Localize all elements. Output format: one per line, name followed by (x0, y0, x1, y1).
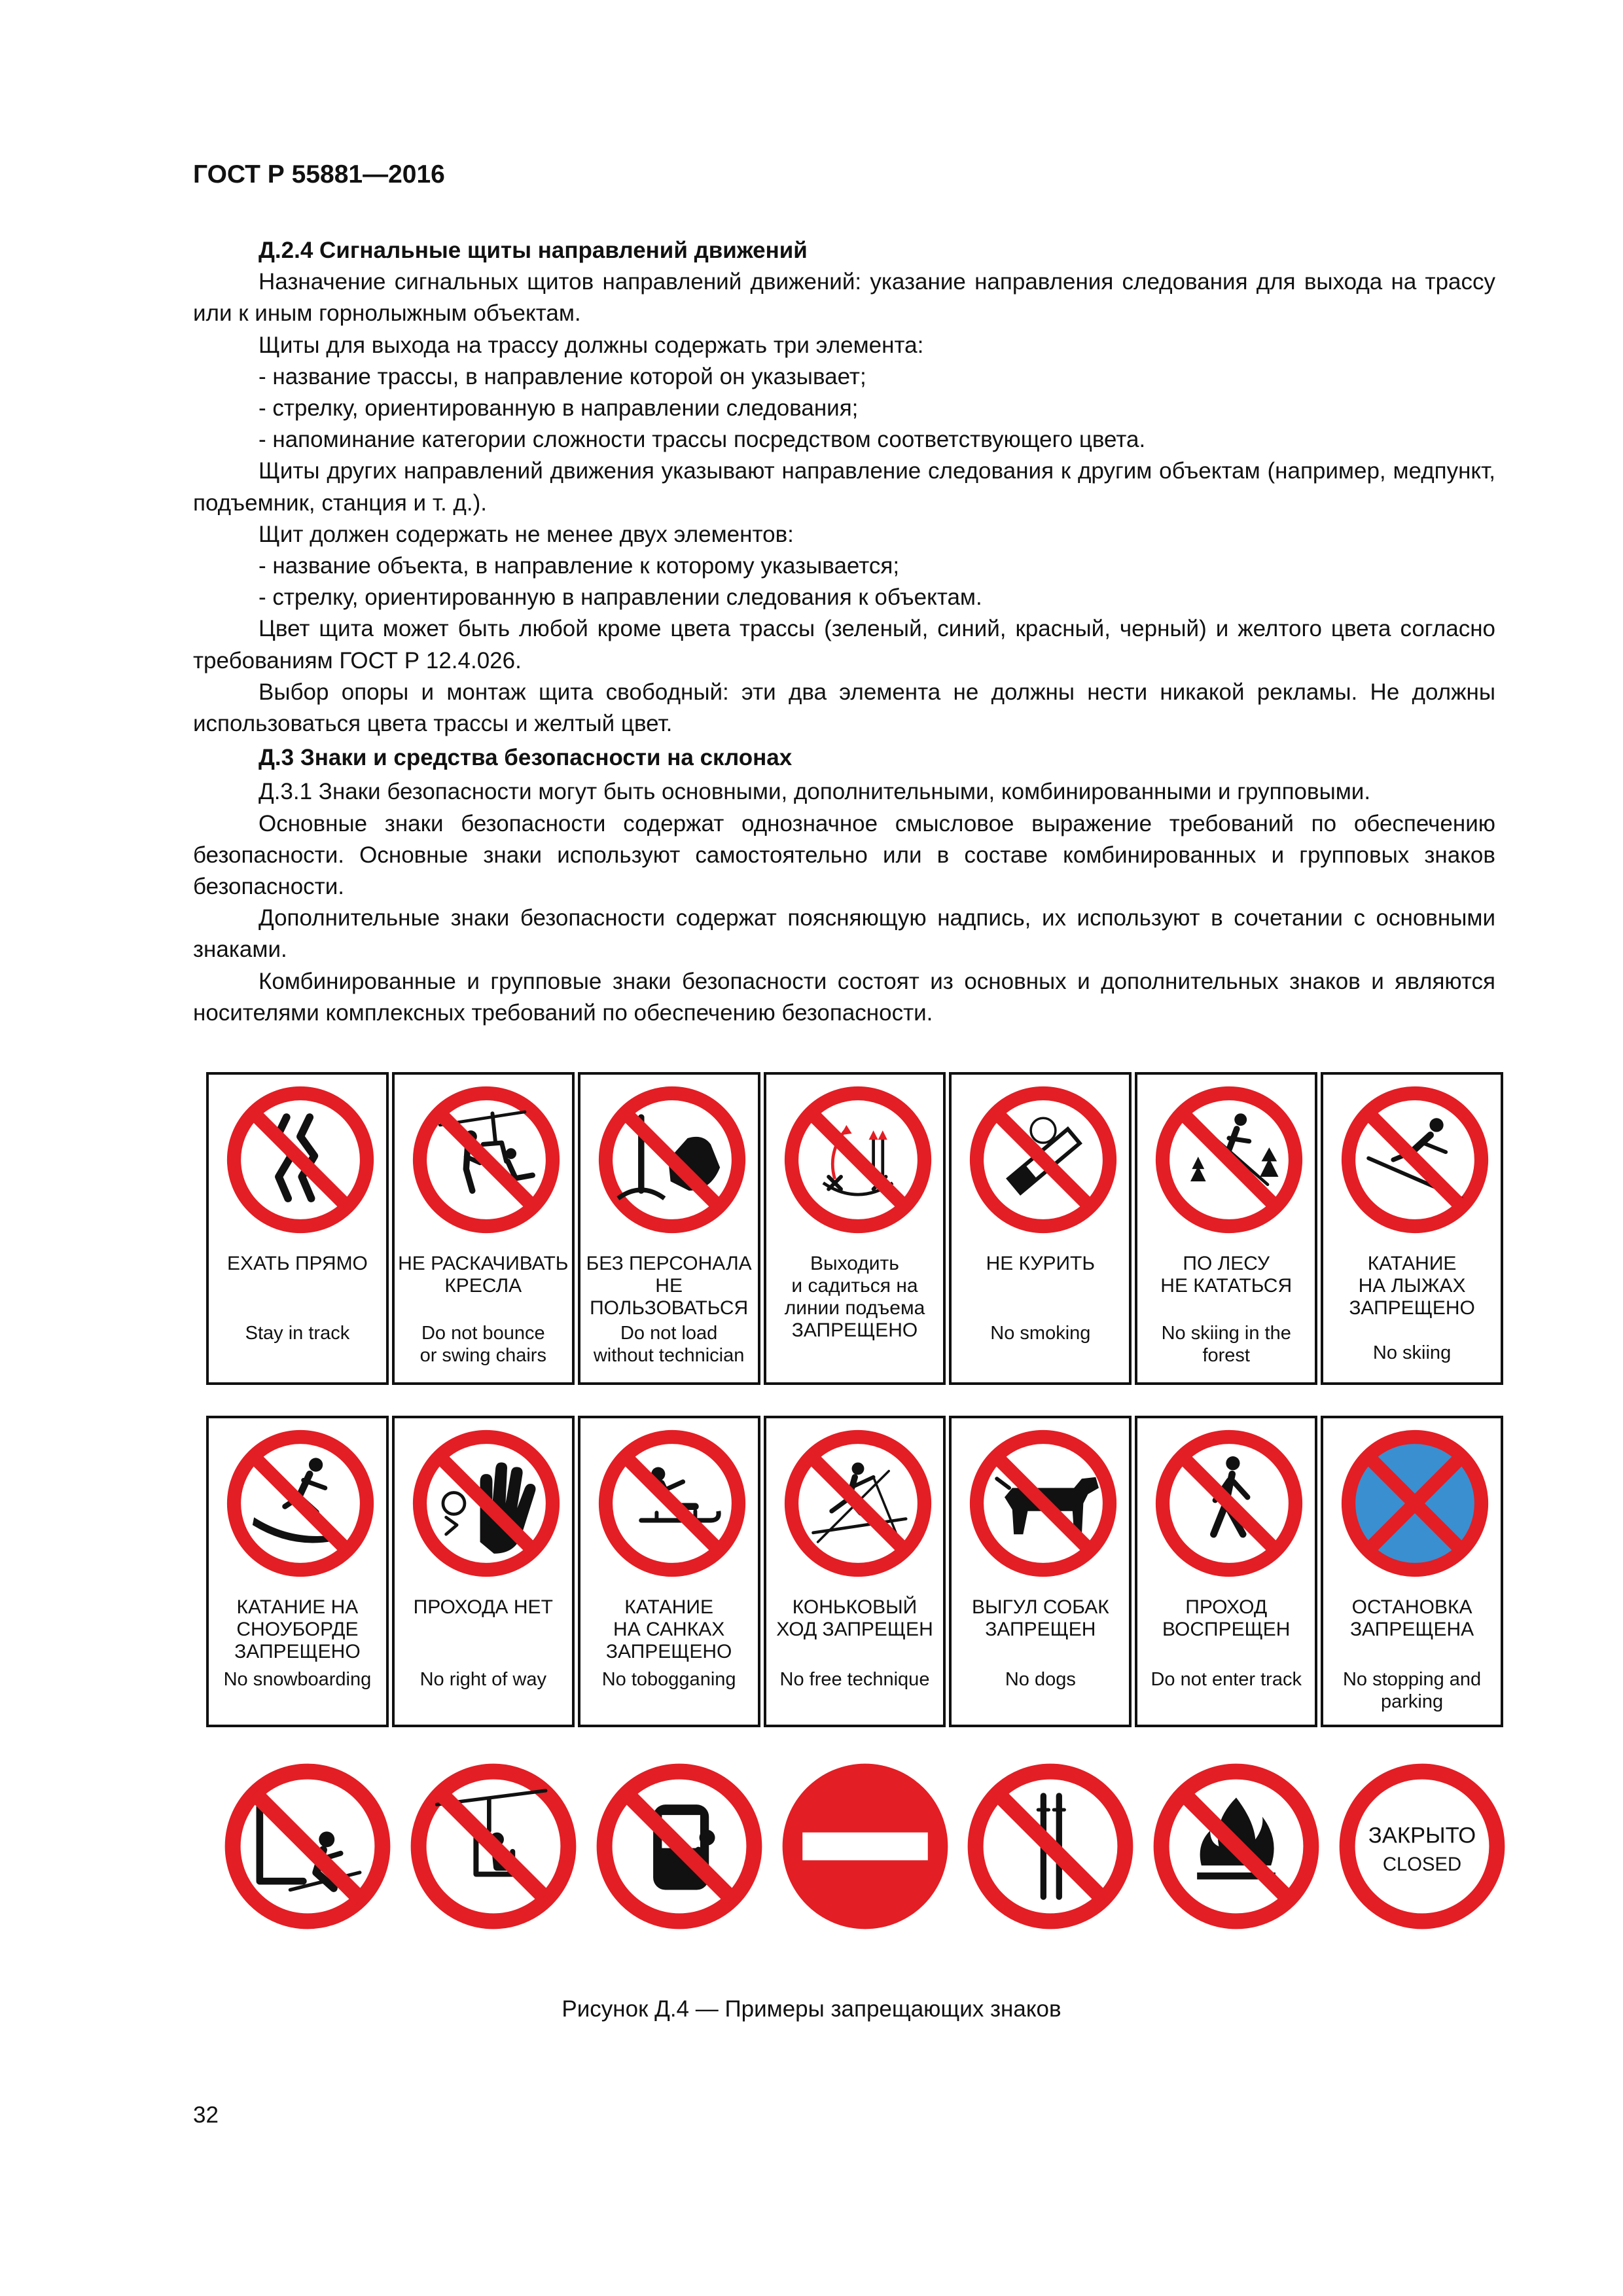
page-number: 32 (193, 2102, 219, 2128)
no-load-hand-icon (595, 1083, 749, 1237)
sign-label-en: Do not load without technician (593, 1323, 745, 1366)
sign-label-en: Do not bounce or swing chairs (419, 1323, 546, 1366)
no-smoking-icon (966, 1083, 1120, 1237)
sign-item (392, 1759, 575, 1936)
paragraph: Комбинированные и групповые знаки безопасности состоят из основных и дополнительных знаков и являются носителями комплексных требований по обеспечению безопасности. (193, 968, 1495, 1026)
sign-cell (578, 1072, 760, 1385)
sign-label-en: No snowboarding (223, 1669, 372, 1690)
sign-label-en: No right of way (419, 1669, 546, 1690)
sign-cell (949, 1072, 1132, 1385)
paragraph: Назначение сигнальных щитов направлений движений: указание направления следования для выхода на трассу или к иным горнолыжным объектам. (193, 269, 1495, 327)
paragraph: Щиты других направлений движения указывают направление следования к другим объектам (например, медпункт, подъемник, станция и т. д.). (193, 458, 1495, 516)
paragraph: Щит должен содержать не менее двух элементов: (259, 521, 794, 547)
no-exit-lift-icon (781, 1083, 935, 1237)
paragraph: Щиты для выхода на трассу должны содержать три элемента: (259, 332, 924, 358)
list-item: - название объекта, в направление к которому указывается; (259, 553, 900, 579)
paragraph: Дополнительные знаки безопасности содержат поясняющую надпись, их используют в сочетании с основными знаками. (193, 905, 1495, 963)
sign-cell (392, 1416, 575, 1727)
closed-label-en: CLOSED (1382, 1854, 1462, 1876)
sign-label-ru: ПРОХОД ВОСПРЕЩЕН (1162, 1596, 1291, 1640)
sign-item (578, 1759, 760, 1936)
sign-cell (1135, 1416, 1317, 1727)
sign-cell (1321, 1072, 1503, 1385)
sign-label-en: No stopping and parking (1342, 1669, 1482, 1712)
list-item: - стрелку, ориентированную в направлении следования; (259, 395, 859, 422)
sign-label-ru: БЕЗ ПЕРСОНАЛА НЕ ПОЛЬЗОВАТЬСЯ (586, 1253, 752, 1319)
no-pedestrian-icon (1152, 1426, 1306, 1581)
sign-cell (949, 1416, 1132, 1727)
figure-caption: Рисунок Д.4 — Примеры запрещающих знаков (562, 1996, 1061, 2022)
sign-cell (1321, 1416, 1503, 1727)
sign-cell (764, 1416, 946, 1727)
no-open-fire-icon (1149, 1759, 1323, 1933)
no-forest-skiing-icon (1152, 1083, 1306, 1237)
sign-item (206, 1759, 389, 1936)
sign-label-en: No skiing in the forest (1161, 1323, 1291, 1366)
sign-label-ru: ЕХАТЬ ПРЯМО (226, 1253, 368, 1274)
stay-in-track-icon (223, 1083, 378, 1237)
sign-label-en: Stay in track (245, 1323, 350, 1344)
sign-label-ru: НЕ КУРИТЬ (986, 1253, 1096, 1274)
sign-row-3 (206, 1759, 1503, 1936)
no-free-technique-icon (781, 1426, 935, 1581)
section-heading: Д.2.4 Сигнальные щиты направлений движений (259, 238, 808, 263)
body-text (193, 232, 1495, 1029)
document-code-header: ГОСТ Р 55881—2016 (193, 160, 445, 188)
sign-cell (392, 1072, 575, 1385)
no-ski-poles-icon (963, 1759, 1137, 1933)
sign-cell (764, 1072, 946, 1385)
sign-label-ru: ПО ЛЕСУ НЕ КАТАТЬСЯ (1160, 1253, 1293, 1297)
sign-label-ru: ВЫГУЛ СОБАК ЗАПРЕЩЕН (971, 1596, 1109, 1640)
sign-item (1135, 1759, 1317, 1936)
sign-label-en: No free technique (779, 1669, 930, 1690)
sign-label-en: Do not enter track (1150, 1669, 1302, 1690)
no-dogs-icon (966, 1426, 1120, 1581)
sign-label-ru: ПРОХОДА НЕТ (413, 1596, 553, 1618)
closed-sign-icon (1335, 1759, 1509, 1933)
list-item: - название трассы, в направление которой он указывает; (259, 363, 866, 389)
sign-label-ru: Выходить и садиться на линии подъема ЗАПРЕЩЕНО (784, 1253, 925, 1341)
sign-label-ru: КАТАНИЕ НА САНКАХ ЗАПРЕЩЕНО (605, 1596, 732, 1662)
no-gondola-icon (592, 1759, 766, 1933)
no-swing-chair-icon (409, 1083, 563, 1237)
sign-cell (206, 1072, 389, 1385)
closed-label-ru: ЗАКРЫТО (1368, 1823, 1476, 1848)
sign-label-ru: КАТАНИЕ НА СНОУБОРДЕ ЗАПРЕЩЕНО (234, 1596, 361, 1662)
sign-label-en: No skiing (1372, 1342, 1452, 1363)
sign-label-en: No dogs (1005, 1669, 1076, 1690)
paragraph: Выбор опоры и монтаж щита свободный: эти два элемента не должны нести никакой рекламы. Не должны использоваться цвета трассы и желтый цвет. (193, 679, 1495, 737)
section-heading: Д.3 Знаки и средства безопасности на склонах (259, 745, 793, 771)
sign-label-en: No smoking (990, 1323, 1091, 1344)
sign-item (764, 1759, 946, 1936)
no-snowboarding-icon (223, 1426, 378, 1581)
sign-cell (206, 1416, 389, 1727)
sign-table-row-1 (206, 1072, 1503, 1385)
sign-label-ru: ОСТАНОВКА ЗАПРЕЩЕНА (1349, 1596, 1474, 1640)
no-chairlift-icon (406, 1759, 580, 1933)
sign-label-ru: КОНЬКОВЫЙ ХОД ЗАПРЕЩЕН (776, 1596, 933, 1640)
no-tobogganing-icon (595, 1426, 749, 1581)
sign-item (949, 1759, 1132, 1936)
paragraph: Основные знаки безопасности содержат однозначное смысловое выражение требований по обеспечению безопасности. Основные знаки используют самостоятельно или в составе комбинированных и групповых знаков безопасности. (193, 810, 1495, 900)
sign-item (1321, 1759, 1503, 1936)
sign-label-ru: КАТАНИЕ НА ЛЫЖАХ ЗАПРЕЩЕНО (1349, 1253, 1475, 1319)
no-lift-jump-icon (221, 1759, 395, 1933)
sign-table-row-2 (206, 1416, 1503, 1727)
no-stopping-icon (1338, 1426, 1492, 1581)
list-item: - напоминание категории сложности трассы посредством соответствующего цвета. (259, 427, 1146, 453)
sign-label-en: No tobogganing (601, 1669, 736, 1690)
sign-label-ru: НЕ РАСКАЧИВАТЬ КРЕСЛА (398, 1253, 569, 1297)
sign-cell (1135, 1072, 1317, 1385)
no-skiing-icon (1338, 1083, 1492, 1237)
no-entry-icon (778, 1759, 952, 1933)
paragraph: Д.3.1 Знаки безопасности могут быть основными, дополнительными, комбинированными и групповыми. (259, 779, 1371, 805)
list-item: - стрелку, ориентированную в направлении следования к объектам. (259, 584, 982, 611)
paragraph: Цвет щита может быть любой кроме цвета трассы (зеленый, синий, красный, черный) и желтого цвета согласно требованиям ГОСТ Р 12.4.026. (193, 616, 1495, 673)
sign-cell (578, 1416, 760, 1727)
no-right-of-way-icon (409, 1426, 563, 1581)
